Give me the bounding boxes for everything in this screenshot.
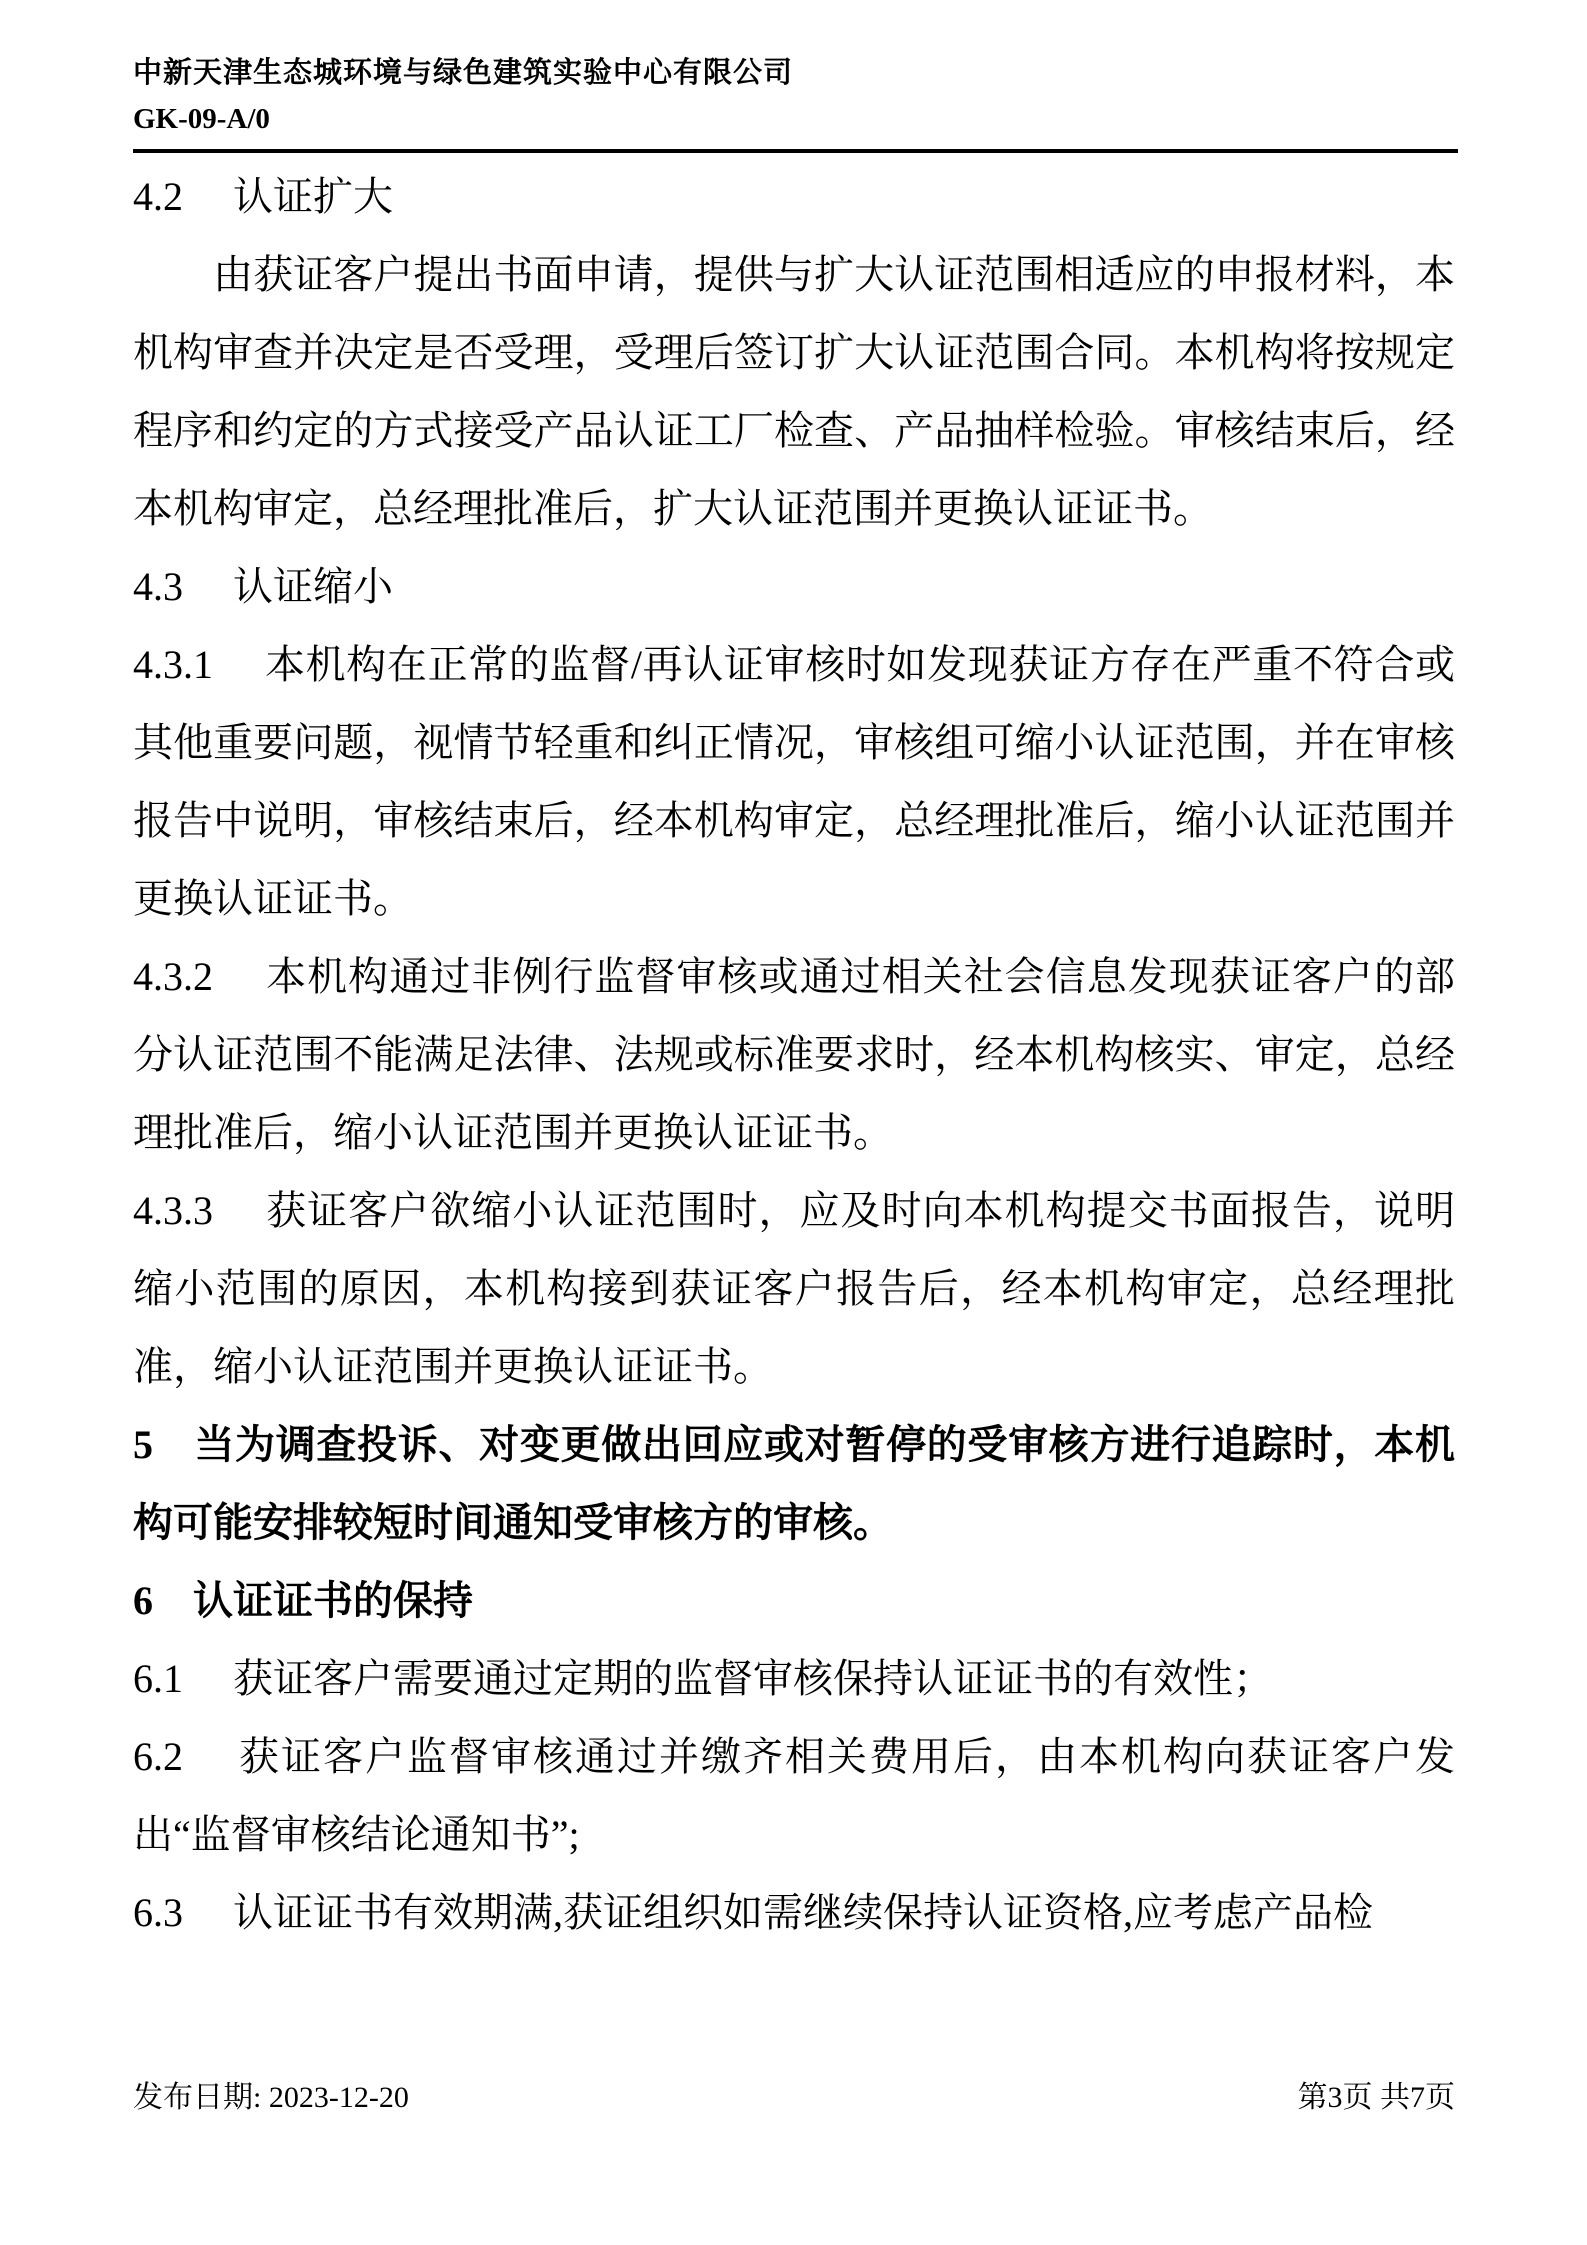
- company-name: 中新天津生态城环境与绿色建筑实验中心有限公司: [133, 57, 794, 89]
- document-code: GK-09-A/0: [133, 103, 270, 135]
- footer-page-number: 第3页 共7页: [1297, 2081, 1455, 2114]
- section-heading-6: 6 认证证书的保持: [133, 1578, 473, 1623]
- paragraph-4-3-3: 4.3.3 获证客户欲缩小认证范围时，应及时向本机构提交书面报告，说明缩小范围的原因，本机构接到获证客户报告后，经本机构审定，总经理批准，缩小认证范围并更换认证证书。: [133, 1188, 1455, 1389]
- paragraph-6-2: 6.2 获证客户监督审核通过并缴齐相关费用后，由本机构向获证客户发出“监督审核结论通知书”;: [133, 1734, 1455, 1857]
- section-heading-4-3: 4.3 认证缩小: [133, 564, 393, 609]
- paragraph-section-5: 5 当为调查投诉、对变更做出回应或对暂停的受审核方进行追踪时，本机构可能安排较短时间通知受审核方的审核。: [133, 1422, 1455, 1545]
- paragraph-6-3: 6.3 认证证书有效期满,获证组织如需继续保持认证资格,应考虑产品检: [133, 1890, 1373, 1935]
- footer-publish-date: 发布日期: 2023-12-20: [133, 2081, 409, 2114]
- section-heading-4-2: 4.2 认证扩大: [133, 174, 393, 219]
- header-divider: [133, 149, 1458, 153]
- document-body: [133, 158, 1455, 1952]
- paragraph-4-3-1: 4.3.1 本机构在正常的监督/再认证审核时如发现获证方存在严重不符合或其他重要问题，视情节轻重和纠正情况，审核组可缩小认证范围，并在审核报告中说明，审核结束后，经本机构审定，总经理批准后，缩小认证范围并更换认证证书。: [133, 642, 1455, 921]
- paragraph-4-3-2: 4.3.2 本机构通过非例行监督审核或通过相关社会信息发现获证客户的部分认证范围不能满足法律、法规或标准要求时，经本机构核实、审定，总经理批准后，缩小认证范围并更换认证证书。: [133, 954, 1455, 1155]
- paragraph-4-2-body: 由获证客户提出书面申请，提供与扩大认证范围相适应的申报材料，本机构审查并决定是否受理，受理后签订扩大认证范围合同。本机构将按规定程序和约定的方式接受产品认证工厂检查、产品抽样检验。审核结束后，经本机构审定，总经理批准后，扩大认证范围并更换认证证书。: [133, 252, 1455, 531]
- paragraph-6-1: 6.1 获证客户需要通过定期的监督审核保持认证证书的有效性；: [133, 1656, 1273, 1701]
